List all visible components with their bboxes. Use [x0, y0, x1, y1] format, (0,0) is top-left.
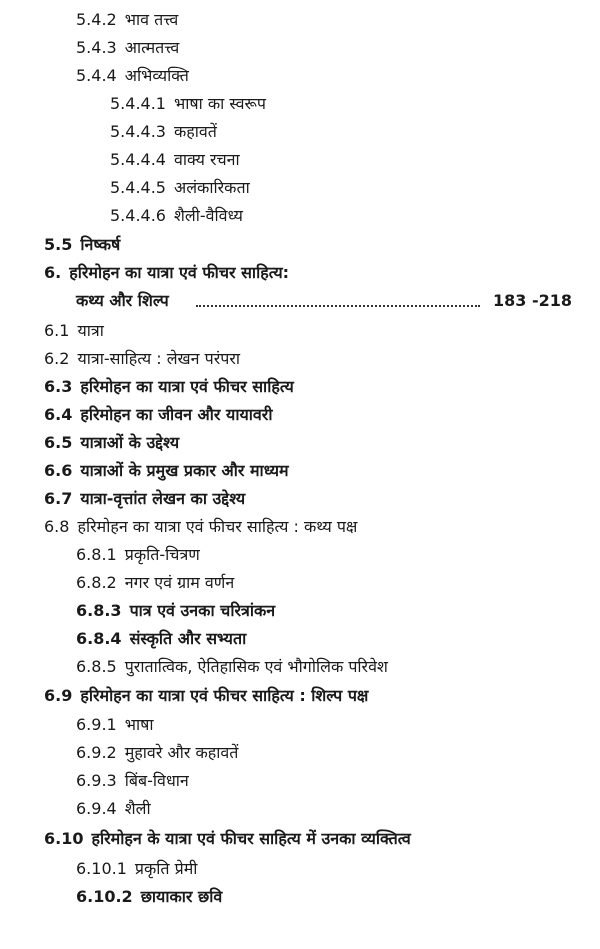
toc-entry: [110, 90, 266, 118]
toc-title: शैली: [124, 799, 151, 818]
toc-number: 6.3: [44, 377, 73, 396]
toc-entry: [76, 569, 234, 597]
toc-number: 6.10.2: [76, 887, 133, 906]
toc-title: आत्मतत्त्व: [124, 38, 180, 57]
toc-title: हरिमोहन का यात्रा एवं फीचर साहित्य : शिल्प पक्ष: [80, 686, 369, 705]
toc-number: 5.4.4.1: [110, 94, 166, 113]
toc-title: हरिमोहन का यात्रा एवं फीचर साहित्य: [80, 377, 294, 396]
toc-title: पात्र एवं उनका चरित्रांकन: [129, 601, 276, 620]
toc-entry: [44, 457, 289, 485]
toc-number: 6.9.3: [76, 771, 117, 790]
toc-number: 5.4.4.5: [110, 178, 166, 197]
toc-number: 6.6: [44, 461, 73, 480]
toc-title: संस्कृति और सभ्यता: [129, 629, 247, 648]
toc-entry: [76, 795, 151, 823]
toc-chapter-subheading: [76, 287, 600, 315]
toc-title: हरिमोहन का यात्रा एवं फीचर साहित्य : कथ्य पक्ष: [77, 517, 358, 536]
toc-number: 6.8.1: [76, 545, 117, 564]
toc-entry: [44, 317, 104, 345]
toc-entry: [44, 401, 272, 429]
toc-title: पुरातात्विक, ऐतिहासिक एवं भौगोलिक परिवेश: [124, 657, 388, 676]
toc-number: 5.4.4.4: [110, 150, 166, 169]
toc-entry: [44, 825, 411, 853]
toc-number: 5.5: [44, 235, 73, 254]
toc-entry: [76, 855, 197, 883]
toc-title: शैली-वैविध्य: [173, 206, 243, 225]
toc-title: यात्रा-साहित्य : लेखन परंपरा: [77, 349, 241, 368]
toc-title: मुहावरे और कहावतें: [124, 743, 239, 762]
toc-title: अभिव्यक्ति: [124, 66, 189, 85]
toc-title: वाक्य रचना: [173, 150, 240, 169]
toc-entry: [110, 174, 250, 202]
toc-entry: [76, 597, 275, 625]
toc-title: भाव तत्त्व: [124, 10, 179, 29]
toc-number: 5.4.4.6: [110, 206, 166, 225]
toc-entry: [44, 682, 368, 710]
toc-number: 6.8.3: [76, 601, 122, 620]
toc-number: 6.9.4: [76, 799, 117, 818]
toc-entry: [44, 373, 294, 401]
toc-title: निष्कर्ष: [80, 235, 121, 254]
toc-title: हरिमोहन के यात्रा एवं फीचर साहित्य में उनका व्यक्तित्व: [91, 829, 411, 848]
toc-entry: [76, 541, 200, 569]
toc-entry: [110, 118, 217, 146]
toc-entry: [44, 429, 179, 457]
toc-number: 6.9.1: [76, 715, 117, 734]
toc-chapter-heading: [44, 259, 289, 287]
toc-entry: [110, 202, 243, 230]
toc-entry: [76, 653, 388, 681]
toc-title: भाषा का स्वरूप: [173, 94, 267, 113]
toc-entry: [76, 6, 178, 34]
toc-number: 6.4: [44, 405, 73, 424]
toc-number: 5.4.4.3: [110, 122, 166, 141]
toc-entry: [76, 62, 189, 90]
toc-title: प्रकृति प्रेमी: [134, 859, 198, 878]
toc-number: 6.1: [44, 321, 70, 340]
toc-entry: [110, 146, 240, 174]
toc-title: यात्रा-वृत्तांत लेखन का उद्देश्य: [80, 489, 246, 508]
toc-number: 6.8: [44, 517, 70, 536]
toc-entry: [76, 767, 189, 795]
toc-number: 6.7: [44, 489, 73, 508]
toc-number: 6.8.2: [76, 573, 117, 592]
toc-title: नगर एवं ग्राम वर्णन: [124, 573, 235, 592]
page-range: 183 -218: [493, 291, 573, 310]
toc-title: बिंब-विधान: [124, 771, 189, 790]
toc-entry: [44, 345, 240, 373]
toc-number: 6.8.5: [76, 657, 117, 676]
toc-number: 6.: [44, 263, 62, 282]
toc-entry: [44, 513, 357, 541]
toc-number: 6.5: [44, 433, 73, 452]
toc-number: 6.2: [44, 349, 70, 368]
toc-number: 6.9.2: [76, 743, 117, 762]
toc-entry: [76, 34, 179, 62]
toc-title: कहावतें: [173, 122, 217, 141]
toc-title: यात्राओं के उद्देश्य: [80, 433, 180, 452]
toc-title: हरिमोहन का यात्रा एवं फीचर साहित्य:: [69, 263, 290, 282]
toc-number: 5.4.2: [76, 10, 117, 29]
toc-title: कथ्य और शिल्प: [76, 291, 169, 310]
toc-entry: [76, 739, 238, 767]
toc-title: हरिमोहन का जीवन और यायावरी: [80, 405, 273, 424]
toc-title: यात्रा: [77, 321, 104, 340]
toc-number: 6.9: [44, 686, 73, 705]
toc-entry: [76, 883, 222, 911]
toc-number: 6.10.1: [76, 859, 127, 878]
dot-leader: [196, 287, 480, 307]
toc-title: छायाकार छवि: [140, 887, 223, 906]
toc-number: 5.4.4: [76, 66, 117, 85]
toc-title: प्रकृति-चित्रण: [124, 545, 200, 564]
toc-number: 6.8.4: [76, 629, 122, 648]
toc-title: भाषा: [124, 715, 154, 734]
toc-entry: [44, 231, 120, 259]
toc-number: 6.10: [44, 829, 84, 848]
toc-title: अलंकारिकता: [173, 178, 250, 197]
toc-entry: [44, 485, 245, 513]
toc-entry: [76, 711, 154, 739]
toc-number: 5.4.3: [76, 38, 117, 57]
toc-entry: [76, 625, 246, 653]
toc-title: यात्राओं के प्रमुख प्रकार और माध्यम: [80, 461, 289, 480]
